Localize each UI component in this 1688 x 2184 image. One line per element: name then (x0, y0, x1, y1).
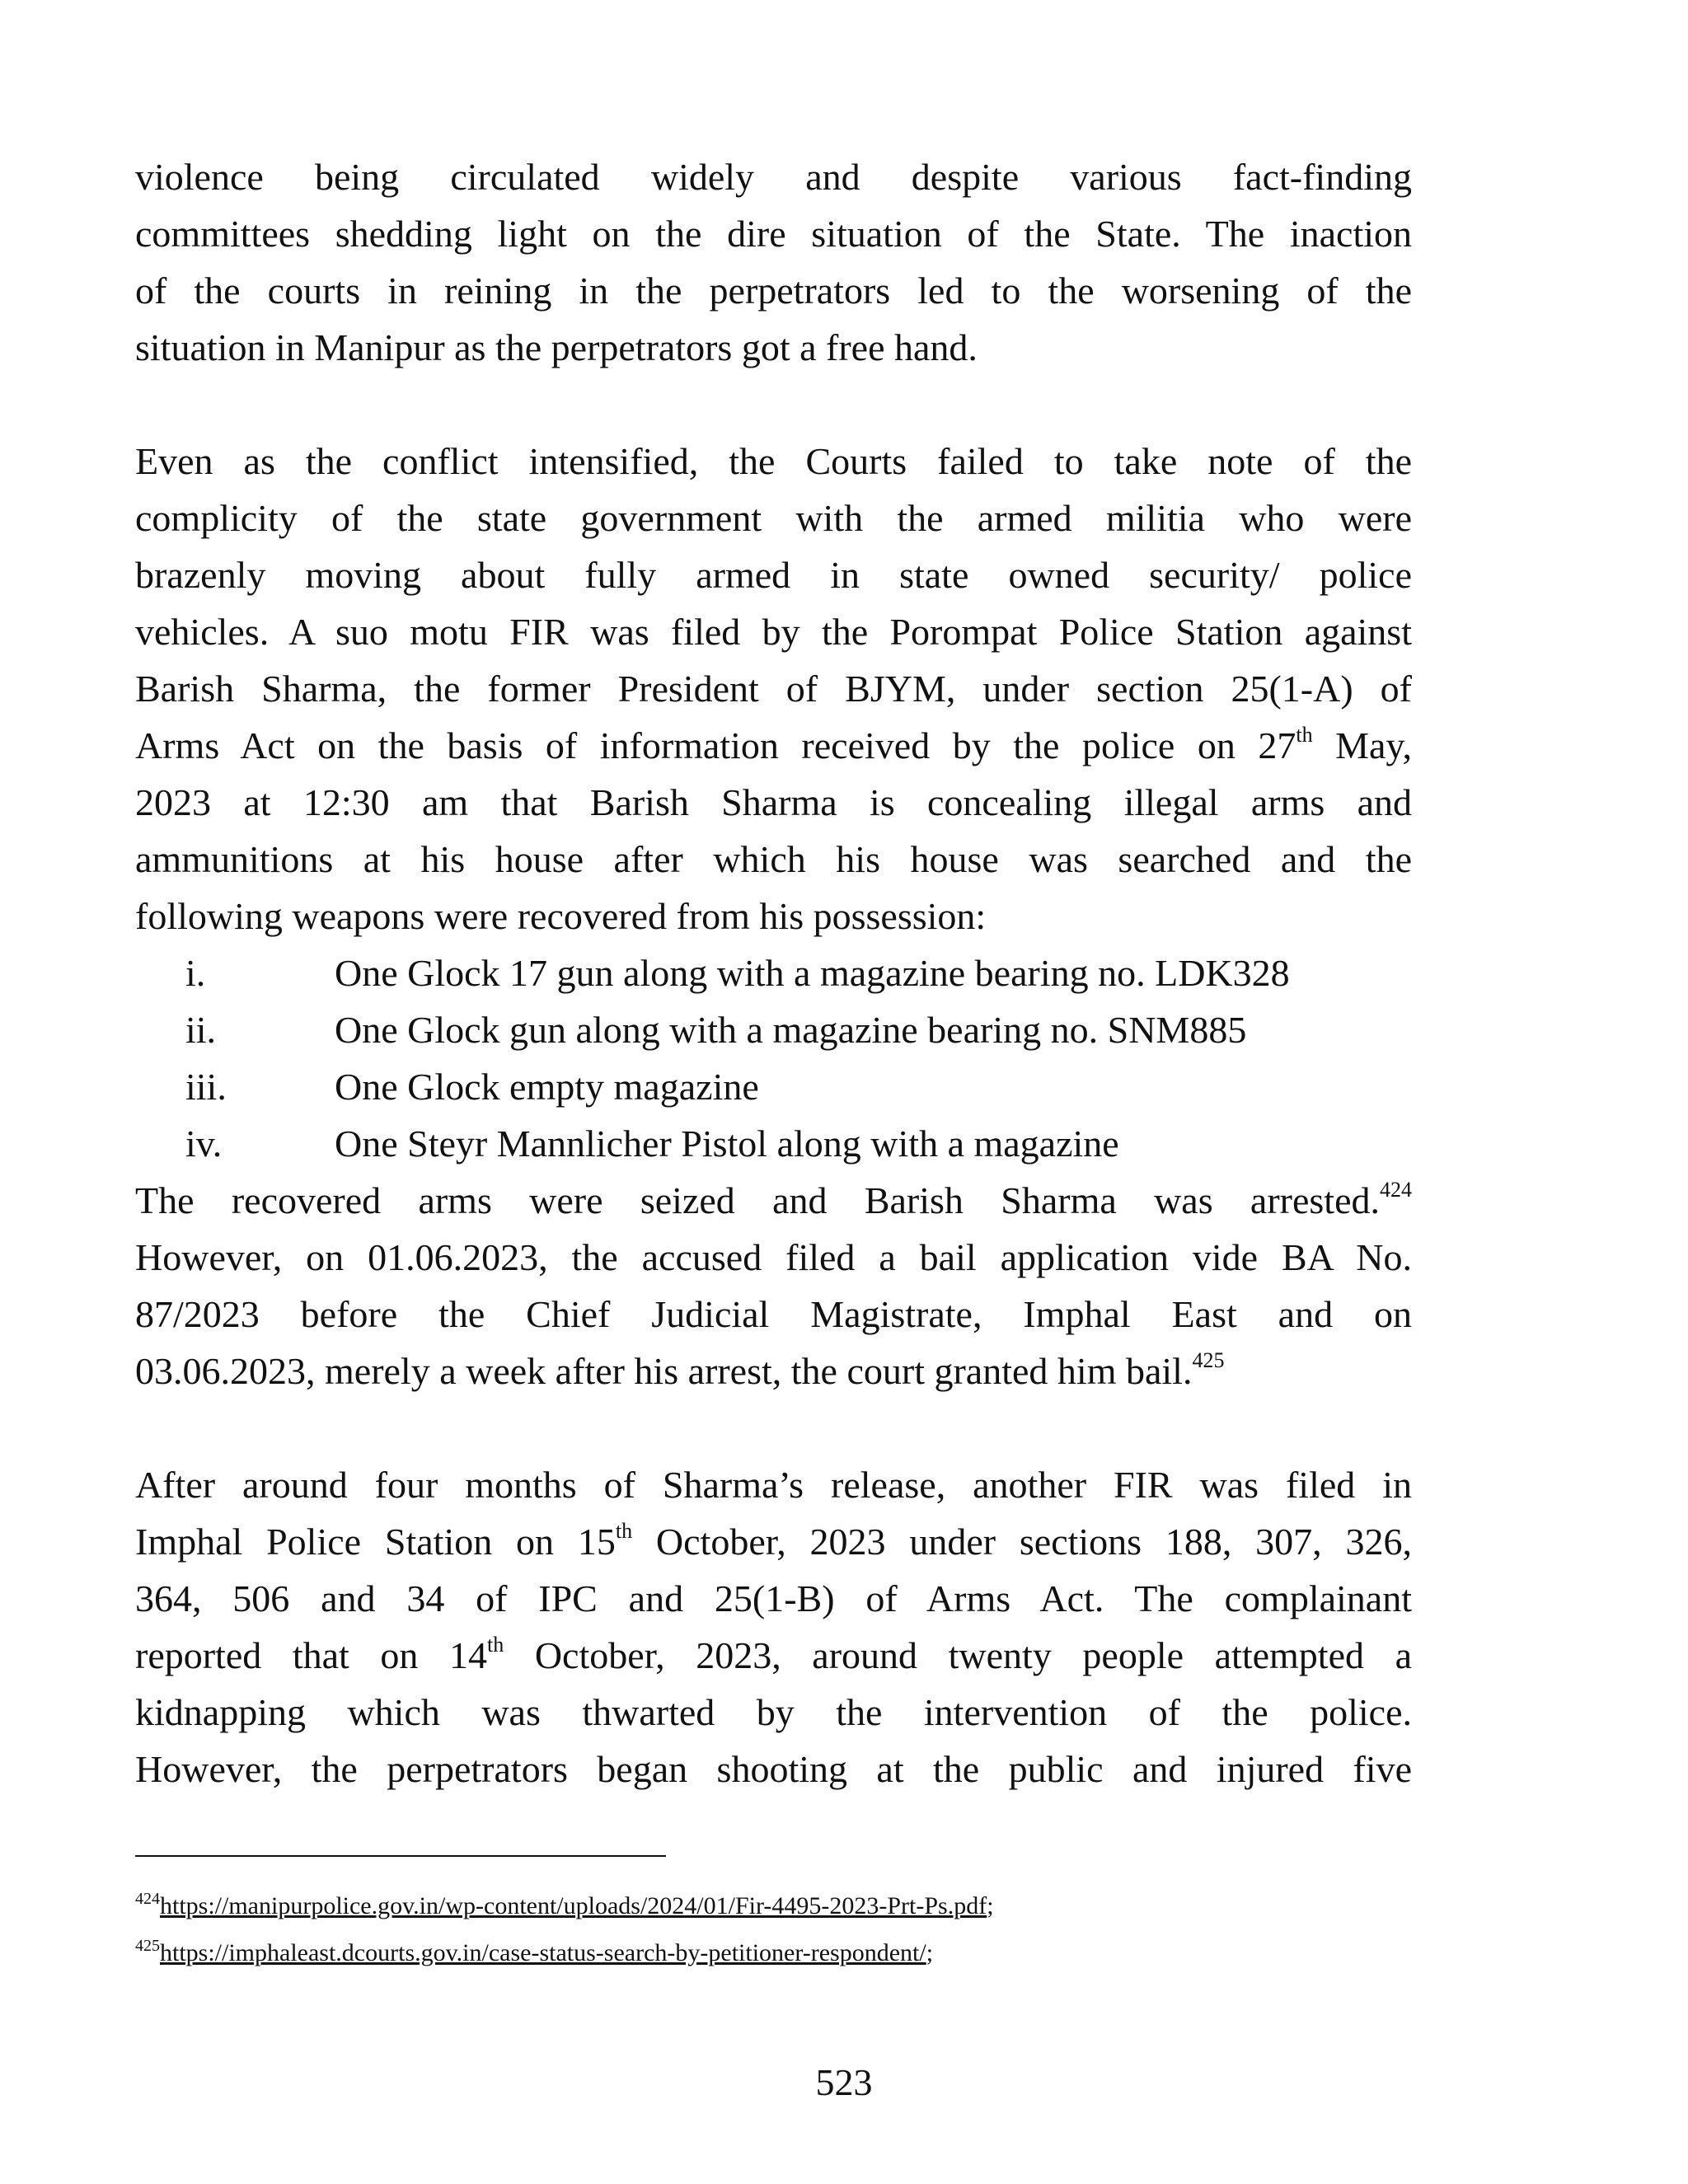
footnote-link[interactable]: https://imphaleast.dcourts.gov.in/case-status-search-by-petitioner-respondent/ (160, 1939, 926, 1966)
text-line: vehicles. A suo motu FIR was filed by the Porompat Police Station against (135, 611, 1412, 653)
superscript: th (615, 1519, 633, 1543)
list-text: One Glock gun along with a magazine bearing no. SNM885 (335, 1009, 1247, 1051)
text-line: After around four months of Sharma’s release, another FIR was filed in (135, 1464, 1412, 1506)
list-number: i. (185, 952, 206, 994)
text-line: 03.06.2023, merely a week after his arrest, the court granted him bail.$^{425}$ (135, 1348, 1225, 1392)
text-line: Imphal Police Station on 15th October, 2023 under sections 188, 307, 326, (135, 1519, 1412, 1563)
superscript: th (1296, 723, 1313, 747)
text-line: However, on 01.06.2023, the accused filed a bail application vide BA No. (135, 1236, 1412, 1278)
footnote-425 (135, 1937, 933, 1970)
text-line: of the courts in reining in the perpetrators led to the worsening of the (135, 269, 1412, 312)
list-item (135, 1115, 1412, 1172)
list-number: iii. (185, 1066, 227, 1108)
text-line: Arms Act on the basis of information received by the police on 27th May, (135, 723, 1412, 766)
paragraph-gap (135, 1399, 1412, 1456)
superscript: th (487, 1633, 504, 1657)
footnote-link[interactable]: https://manipurpolice.gov.in/wp-content/uploads/2024/01/Fir-4495-2023-Prt-Ps.pdf (160, 1892, 987, 1919)
text-line: violence being circulated widely and despite various fact-finding (135, 156, 1412, 198)
footnote-424 (135, 1890, 994, 1923)
page-body (135, 148, 1412, 1797)
text-line: reported that on 14th October, 2023, around twenty people attempted a (135, 1633, 1412, 1676)
text-line: 2023 at 12:30 am that Barish Sharma is concealing illegal arms and (135, 781, 1412, 823)
footnote-punct: ; (987, 1892, 994, 1919)
list-text: One Steyr Mannlicher Pistol along with a magazine (335, 1122, 1119, 1165)
text-line: However, the perpetrators began shooting at the public and injured five (135, 1748, 1412, 1790)
paragraph (135, 1172, 1412, 1399)
text-line: The recovered arms were seized and Barish Sharma was arrested.$^{424}$ (135, 1178, 1412, 1221)
list-text: One Glock 17 gun along with a magazine bearing no. LDK328 (335, 952, 1290, 994)
paragraph-gap (135, 376, 1412, 433)
paragraph (135, 148, 1412, 376)
text-line: following weapons were recovered from his possession: (135, 895, 987, 937)
superscript: 425 (1192, 1348, 1225, 1372)
paragraph (135, 433, 1412, 944)
text-line: Barish Sharma, the former President of BJYM, under section 25(1-A) of (135, 668, 1412, 710)
list-number: iv. (185, 1122, 223, 1165)
text-line: brazenly moving about fully armed in state owned security/ police (135, 554, 1412, 596)
footnote-number: 424 (135, 1890, 160, 1908)
page-number: 523 (815, 2061, 873, 2103)
list-item (135, 944, 1412, 1001)
text-line: complicity of the state government with the armed militia who were (135, 497, 1412, 539)
text-line: 364, 506 and 34 of IPC and 25(1-B) of Arms Act. The complainant (135, 1577, 1412, 1619)
list-text: One Glock empty magazine (335, 1066, 759, 1108)
paragraph (135, 1456, 1412, 1797)
text-line: 87/2023 before the Chief Judicial Magistrate, Imphal East and on (135, 1293, 1412, 1335)
footnote-divider (135, 1855, 666, 1857)
list-item (135, 1001, 1412, 1058)
superscript: 424 (1380, 1178, 1412, 1202)
text-line: kidnapping which was thwarted by the intervention of the police. (135, 1691, 1412, 1733)
text-line: Even as the conflict intensified, the Courts failed to take note of the (135, 440, 1412, 482)
footnote-punct: ; (926, 1939, 934, 1966)
list-number: ii. (185, 1009, 217, 1051)
text-line: committees shedding light on the dire situation of the State. The inaction (135, 213, 1412, 255)
text-line: ammunitions at his house after which his house was searched and the (135, 838, 1412, 880)
list-item (135, 1058, 1412, 1115)
footnote-number: 425 (135, 1937, 160, 1955)
text-line: situation in Manipur as the perpetrators got a free hand. (135, 326, 978, 368)
